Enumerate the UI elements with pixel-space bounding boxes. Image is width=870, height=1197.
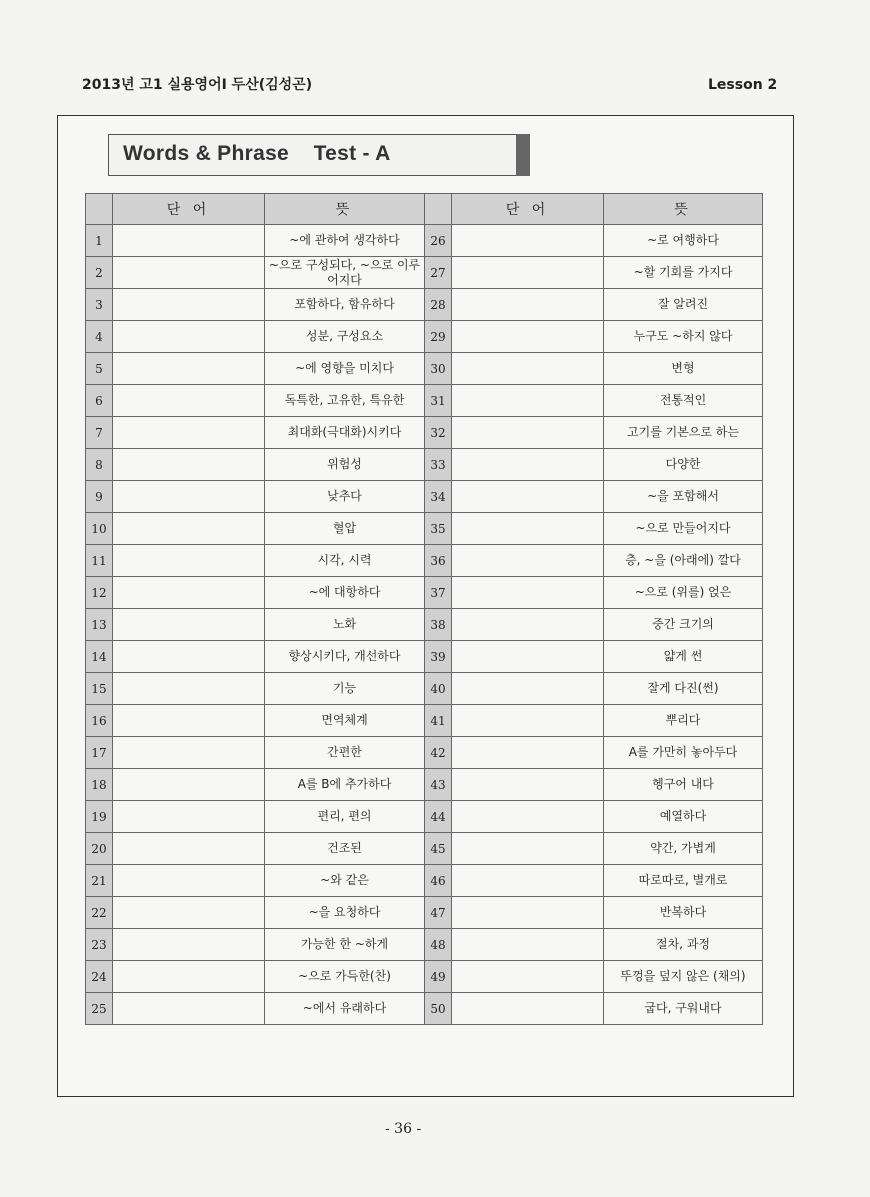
meaning-cell: 건조된 bbox=[265, 833, 425, 865]
meaning-cell: ~에 영향을 미치다 bbox=[265, 353, 425, 385]
word-answer-blank[interactable] bbox=[113, 801, 265, 833]
item-number: 33 bbox=[425, 449, 452, 481]
word-answer-blank[interactable] bbox=[113, 609, 265, 641]
table-row bbox=[86, 513, 763, 545]
word-answer-blank[interactable] bbox=[452, 257, 604, 289]
item-number: 24 bbox=[86, 961, 113, 993]
word-answer-blank[interactable] bbox=[113, 225, 265, 257]
item-number: 8 bbox=[86, 449, 113, 481]
item-number: 37 bbox=[425, 577, 452, 609]
table-row bbox=[86, 993, 763, 1025]
item-number: 39 bbox=[425, 641, 452, 673]
word-answer-blank[interactable] bbox=[452, 289, 604, 321]
table-row bbox=[86, 385, 763, 417]
meaning-cell: 혈압 bbox=[265, 513, 425, 545]
meaning-cell: 헹구어 내다 bbox=[604, 769, 763, 801]
item-number: 11 bbox=[86, 545, 113, 577]
item-number: 13 bbox=[86, 609, 113, 641]
word-answer-blank[interactable] bbox=[452, 737, 604, 769]
item-number: 18 bbox=[86, 769, 113, 801]
word-answer-blank[interactable] bbox=[113, 449, 265, 481]
word-answer-blank[interactable] bbox=[452, 577, 604, 609]
meaning-cell: ~으로 (위를) 얹은 bbox=[604, 577, 763, 609]
item-number: 9 bbox=[86, 481, 113, 513]
meaning-cell: ~으로 가득한(찬) bbox=[265, 961, 425, 993]
item-number: 46 bbox=[425, 865, 452, 897]
item-number: 34 bbox=[425, 481, 452, 513]
meaning-cell: ~을 요청하다 bbox=[265, 897, 425, 929]
title-accent-bar bbox=[516, 134, 530, 176]
lesson-label: Lesson 2 bbox=[708, 77, 778, 93]
item-number: 40 bbox=[425, 673, 452, 705]
item-number: 30 bbox=[425, 353, 452, 385]
meaning-cell: 뿌리다 bbox=[604, 705, 763, 737]
word-answer-blank[interactable] bbox=[452, 449, 604, 481]
meaning-cell: ~와 같은 bbox=[265, 865, 425, 897]
meaning-cell: 절차, 과정 bbox=[604, 929, 763, 961]
item-number: 28 bbox=[425, 289, 452, 321]
meaning-cell: 따로따로, 별개로 bbox=[604, 865, 763, 897]
meaning-cell: 변형 bbox=[604, 353, 763, 385]
item-number: 26 bbox=[425, 225, 452, 257]
item-number: 14 bbox=[86, 641, 113, 673]
item-number: 38 bbox=[425, 609, 452, 641]
table-row bbox=[86, 577, 763, 609]
meaning-cell: 예열하다 bbox=[604, 801, 763, 833]
item-number: 47 bbox=[425, 897, 452, 929]
meaning-cell: 기능 bbox=[265, 673, 425, 705]
table-row bbox=[86, 737, 763, 769]
word-answer-blank[interactable] bbox=[113, 993, 265, 1025]
table-row bbox=[86, 257, 763, 289]
item-number: 49 bbox=[425, 961, 452, 993]
table-row bbox=[86, 481, 763, 513]
meaning-cell: 고기를 기본으로 하는 bbox=[604, 417, 763, 449]
meaning-cell: 다양한 bbox=[604, 449, 763, 481]
meaning-cell: ~으로 만들어지다 bbox=[604, 513, 763, 545]
item-number: 16 bbox=[86, 705, 113, 737]
word-answer-blank[interactable] bbox=[452, 769, 604, 801]
meaning-cell: 반복하다 bbox=[604, 897, 763, 929]
item-number: 27 bbox=[425, 257, 452, 289]
word-answer-blank[interactable] bbox=[452, 545, 604, 577]
item-number: 43 bbox=[425, 769, 452, 801]
table-row bbox=[86, 321, 763, 353]
meaning-cell: 층, ~을 (아래에) 깔다 bbox=[604, 545, 763, 577]
meaning-cell: 노화 bbox=[265, 609, 425, 641]
meaning-cell: 얇게 썬 bbox=[604, 641, 763, 673]
table-row bbox=[86, 449, 763, 481]
word-answer-blank[interactable] bbox=[452, 321, 604, 353]
item-number: 50 bbox=[425, 993, 452, 1025]
word-answer-blank[interactable] bbox=[113, 897, 265, 929]
column-header-word: 단 어 bbox=[113, 194, 265, 225]
meaning-cell: 향상시키다, 개선하다 bbox=[265, 641, 425, 673]
meaning-cell: 낮추다 bbox=[265, 481, 425, 513]
word-answer-blank[interactable] bbox=[452, 961, 604, 993]
word-answer-blank[interactable] bbox=[113, 929, 265, 961]
table-row bbox=[86, 641, 763, 673]
word-answer-blank[interactable] bbox=[113, 705, 265, 737]
meaning-cell: 위험성 bbox=[265, 449, 425, 481]
item-number: 23 bbox=[86, 929, 113, 961]
meaning-cell: ~에서 유래하다 bbox=[265, 993, 425, 1025]
meaning-cell: 약간, 가볍게 bbox=[604, 833, 763, 865]
item-number: 48 bbox=[425, 929, 452, 961]
vocabulary-table bbox=[85, 193, 763, 1025]
meaning-cell: ~으로 구성되다, ~으로 이루어지다 bbox=[265, 257, 425, 289]
item-number: 20 bbox=[86, 833, 113, 865]
item-number: 32 bbox=[425, 417, 452, 449]
word-answer-blank[interactable] bbox=[452, 833, 604, 865]
table-row bbox=[86, 769, 763, 801]
item-number: 7 bbox=[86, 417, 113, 449]
meaning-cell: ~을 포함해서 bbox=[604, 481, 763, 513]
item-number: 19 bbox=[86, 801, 113, 833]
item-number: 42 bbox=[425, 737, 452, 769]
word-answer-blank[interactable] bbox=[452, 225, 604, 257]
table-row bbox=[86, 961, 763, 993]
meaning-cell: 최대화(극대화)시키다 bbox=[265, 417, 425, 449]
meaning-cell: 시각, 시력 bbox=[265, 545, 425, 577]
word-answer-blank[interactable] bbox=[113, 353, 265, 385]
meaning-cell: ~에 대항하다 bbox=[265, 577, 425, 609]
meaning-cell: 중간 크기의 bbox=[604, 609, 763, 641]
meaning-cell: 간편한 bbox=[265, 737, 425, 769]
table-row bbox=[86, 545, 763, 577]
item-number: 45 bbox=[425, 833, 452, 865]
word-answer-blank[interactable] bbox=[113, 289, 265, 321]
item-number: 5 bbox=[86, 353, 113, 385]
table-row bbox=[86, 897, 763, 929]
item-number: 36 bbox=[425, 545, 452, 577]
word-answer-blank[interactable] bbox=[113, 545, 265, 577]
column-header-word: 단 어 bbox=[452, 194, 604, 225]
meaning-cell: ~로 여행하다 bbox=[604, 225, 763, 257]
page-number: - 36 - bbox=[385, 1121, 422, 1137]
table-row bbox=[86, 673, 763, 705]
table-row bbox=[86, 225, 763, 257]
word-answer-blank[interactable] bbox=[113, 769, 265, 801]
meaning-cell: A를 가만히 놓아두다 bbox=[604, 737, 763, 769]
table-row bbox=[86, 353, 763, 385]
word-answer-blank[interactable] bbox=[452, 993, 604, 1025]
meaning-cell: 포함하다, 함유하다 bbox=[265, 289, 425, 321]
word-answer-blank[interactable] bbox=[113, 481, 265, 513]
word-answer-blank[interactable] bbox=[113, 513, 265, 545]
item-number: 35 bbox=[425, 513, 452, 545]
meaning-cell: 면역체계 bbox=[265, 705, 425, 737]
meaning-cell: 잘 알려진 bbox=[604, 289, 763, 321]
item-number: 6 bbox=[86, 385, 113, 417]
item-number: 41 bbox=[425, 705, 452, 737]
header-corner-left bbox=[86, 194, 113, 225]
header-corner-right bbox=[425, 194, 452, 225]
word-answer-blank[interactable] bbox=[452, 609, 604, 641]
test-title: Words & Phrase Test - A bbox=[123, 142, 391, 165]
item-number: 10 bbox=[86, 513, 113, 545]
table-body bbox=[86, 225, 763, 1025]
word-answer-blank[interactable] bbox=[113, 961, 265, 993]
item-number: 31 bbox=[425, 385, 452, 417]
meaning-cell: A를 B에 추가하다 bbox=[265, 769, 425, 801]
word-answer-blank[interactable] bbox=[452, 929, 604, 961]
meaning-cell: 가능한 한 ~하게 bbox=[265, 929, 425, 961]
word-answer-blank[interactable] bbox=[113, 417, 265, 449]
word-answer-blank[interactable] bbox=[113, 385, 265, 417]
table-row bbox=[86, 833, 763, 865]
meaning-cell: ~에 관하여 생각하다 bbox=[265, 225, 425, 257]
word-answer-blank[interactable] bbox=[113, 257, 265, 289]
meaning-cell: 전통적인 bbox=[604, 385, 763, 417]
word-answer-blank[interactable] bbox=[452, 353, 604, 385]
meaning-cell: 누구도 ~하지 않다 bbox=[604, 321, 763, 353]
word-answer-blank[interactable] bbox=[113, 865, 265, 897]
word-answer-blank[interactable] bbox=[113, 833, 265, 865]
word-answer-blank[interactable] bbox=[113, 577, 265, 609]
word-answer-blank[interactable] bbox=[452, 641, 604, 673]
table-row bbox=[86, 417, 763, 449]
meaning-cell: 성분, 구성요소 bbox=[265, 321, 425, 353]
word-answer-blank[interactable] bbox=[452, 385, 604, 417]
item-number: 21 bbox=[86, 865, 113, 897]
table-row bbox=[86, 705, 763, 737]
word-answer-blank[interactable] bbox=[113, 673, 265, 705]
item-number: 22 bbox=[86, 897, 113, 929]
table-row bbox=[86, 865, 763, 897]
word-answer-blank[interactable] bbox=[452, 801, 604, 833]
table-row bbox=[86, 289, 763, 321]
meaning-cell: 뚜껑을 덮지 않은 (채의) bbox=[604, 961, 763, 993]
word-answer-blank[interactable] bbox=[113, 737, 265, 769]
item-number: 1 bbox=[86, 225, 113, 257]
item-number: 17 bbox=[86, 737, 113, 769]
word-answer-blank[interactable] bbox=[113, 641, 265, 673]
item-number: 4 bbox=[86, 321, 113, 353]
word-answer-blank[interactable] bbox=[452, 705, 604, 737]
word-answer-blank[interactable] bbox=[452, 897, 604, 929]
item-number: 44 bbox=[425, 801, 452, 833]
item-number: 3 bbox=[86, 289, 113, 321]
document-header-title: 2013년 고1 실용영어I 두산(김성곤) bbox=[82, 77, 313, 93]
table-row bbox=[86, 609, 763, 641]
table-row bbox=[86, 929, 763, 961]
column-header-meaning: 뜻 bbox=[265, 194, 425, 225]
item-number: 25 bbox=[86, 993, 113, 1025]
word-answer-blank[interactable] bbox=[452, 417, 604, 449]
meaning-cell: 독특한, 고유한, 특유한 bbox=[265, 385, 425, 417]
word-answer-blank[interactable] bbox=[452, 673, 604, 705]
meaning-cell: ~할 기회를 가지다 bbox=[604, 257, 763, 289]
item-number: 29 bbox=[425, 321, 452, 353]
item-number: 12 bbox=[86, 577, 113, 609]
word-answer-blank[interactable] bbox=[452, 513, 604, 545]
table-header-row bbox=[86, 194, 763, 225]
meaning-cell: 잘게 다진(썬) bbox=[604, 673, 763, 705]
meaning-cell: 굽다, 구워내다 bbox=[604, 993, 763, 1025]
column-header-meaning: 뜻 bbox=[604, 194, 763, 225]
word-answer-blank[interactable] bbox=[452, 481, 604, 513]
item-number: 15 bbox=[86, 673, 113, 705]
item-number: 2 bbox=[86, 257, 113, 289]
word-answer-blank[interactable] bbox=[452, 865, 604, 897]
table-row bbox=[86, 801, 763, 833]
test-title-box bbox=[108, 134, 530, 176]
meaning-cell: 편리, 편의 bbox=[265, 801, 425, 833]
word-answer-blank[interactable] bbox=[113, 321, 265, 353]
